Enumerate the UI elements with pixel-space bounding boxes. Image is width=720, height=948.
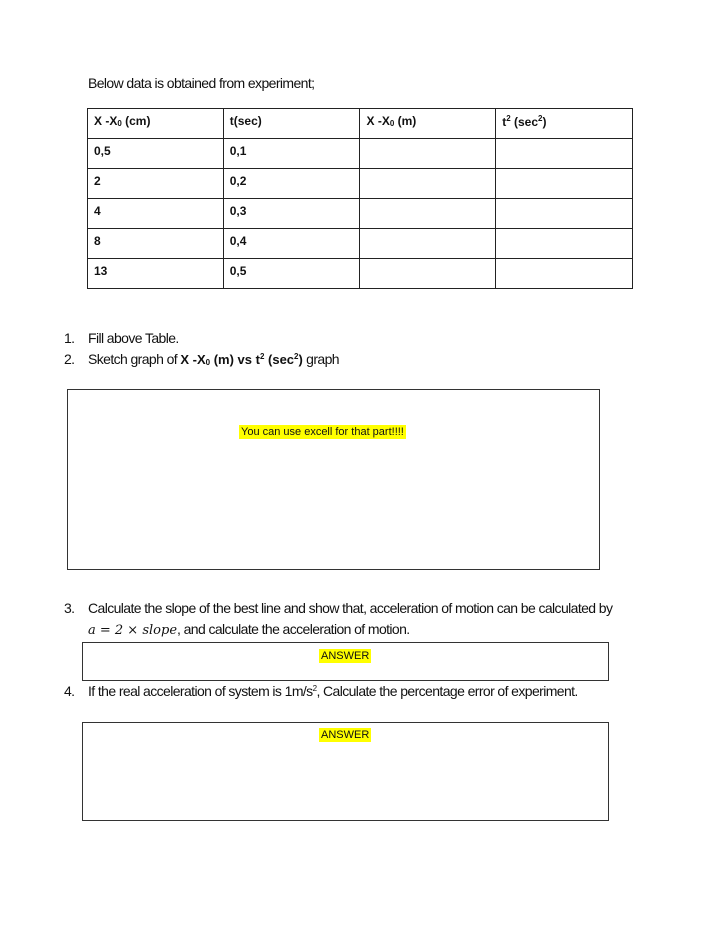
table-cell: 0,3 bbox=[223, 199, 360, 229]
table-row bbox=[88, 199, 633, 229]
header-displacement-m: X $-X_0$ (m) bbox=[360, 109, 496, 139]
question-number: 2. bbox=[64, 351, 75, 367]
table-cell-empty[interactable] bbox=[496, 229, 633, 259]
answer-label: ANSWER bbox=[321, 729, 370, 741]
table-cell: 0,1 bbox=[223, 139, 360, 169]
table-row bbox=[88, 139, 633, 169]
table-cell-empty[interactable] bbox=[360, 229, 496, 259]
graph-axes-label: X $-X_0$ (m) vs $t^2$ $(\sec^2)$ bbox=[180, 352, 303, 367]
superscript: 2 bbox=[312, 684, 317, 693]
table-cell-empty[interactable] bbox=[360, 199, 496, 229]
question-2: 2. Sketch graph of X $-X_0$ (m) vs $t^2$ $(\sec^2)$ graph bbox=[64, 351, 339, 367]
table-cell-empty[interactable] bbox=[496, 169, 633, 199]
table-cell: 0,4 bbox=[223, 229, 360, 259]
question-3-line-2 bbox=[88, 621, 410, 638]
table-cell-empty[interactable] bbox=[496, 139, 633, 169]
table-cell-empty[interactable] bbox=[360, 139, 496, 169]
question-text: Sketch graph of bbox=[88, 351, 181, 367]
question-number: 3. bbox=[64, 600, 75, 616]
question-text: If the real acceleration of system is 1m/s bbox=[88, 683, 313, 699]
header-time-squared: $t^2$ $(\sec^2)$ bbox=[496, 109, 633, 139]
question-text: , Calculate the percentage error of experiment. bbox=[316, 683, 578, 699]
answer-label: ANSWER bbox=[321, 650, 370, 662]
table-row bbox=[88, 169, 633, 199]
excel-note: You can use excell for that part!!!! bbox=[241, 426, 404, 438]
question-text: , and calculate the acceleration of motion. bbox=[177, 621, 410, 637]
question-number: 4. bbox=[64, 683, 75, 699]
table-cell-empty[interactable] bbox=[496, 259, 633, 289]
question-1 bbox=[64, 330, 179, 346]
table-row bbox=[88, 229, 633, 259]
table-cell: 13 bbox=[88, 259, 224, 289]
question-number: 1. bbox=[64, 330, 75, 346]
table-cell: 8 bbox=[88, 229, 224, 259]
table-cell-empty[interactable] bbox=[360, 169, 496, 199]
acceleration-formula: a = 2 × slope bbox=[88, 623, 178, 638]
table-cell: 4 bbox=[88, 199, 224, 229]
table-cell: 2 bbox=[88, 169, 224, 199]
question-3 bbox=[64, 600, 612, 616]
data-table bbox=[87, 108, 633, 289]
table-cell: 0,5 bbox=[88, 139, 224, 169]
question-text: Calculate the slope of the best line and show that, acceleration of motion can be calculated by bbox=[88, 600, 613, 616]
header-time: t(sec) bbox=[223, 109, 360, 139]
table-header-row bbox=[88, 109, 633, 139]
question-4 bbox=[64, 683, 578, 699]
table-cell: 0,5 bbox=[223, 259, 360, 289]
table-cell-empty[interactable] bbox=[360, 259, 496, 289]
table-row bbox=[88, 259, 633, 289]
question-text: Fill above Table. bbox=[88, 330, 179, 346]
table-cell: 0,2 bbox=[223, 169, 360, 199]
graph-answer-box[interactable] bbox=[67, 389, 600, 570]
table-cell-empty[interactable] bbox=[496, 199, 633, 229]
intro-text: Below data is obtained from experiment; bbox=[88, 75, 315, 91]
header-displacement-cm: X $-X_0$ (cm) bbox=[88, 109, 224, 139]
